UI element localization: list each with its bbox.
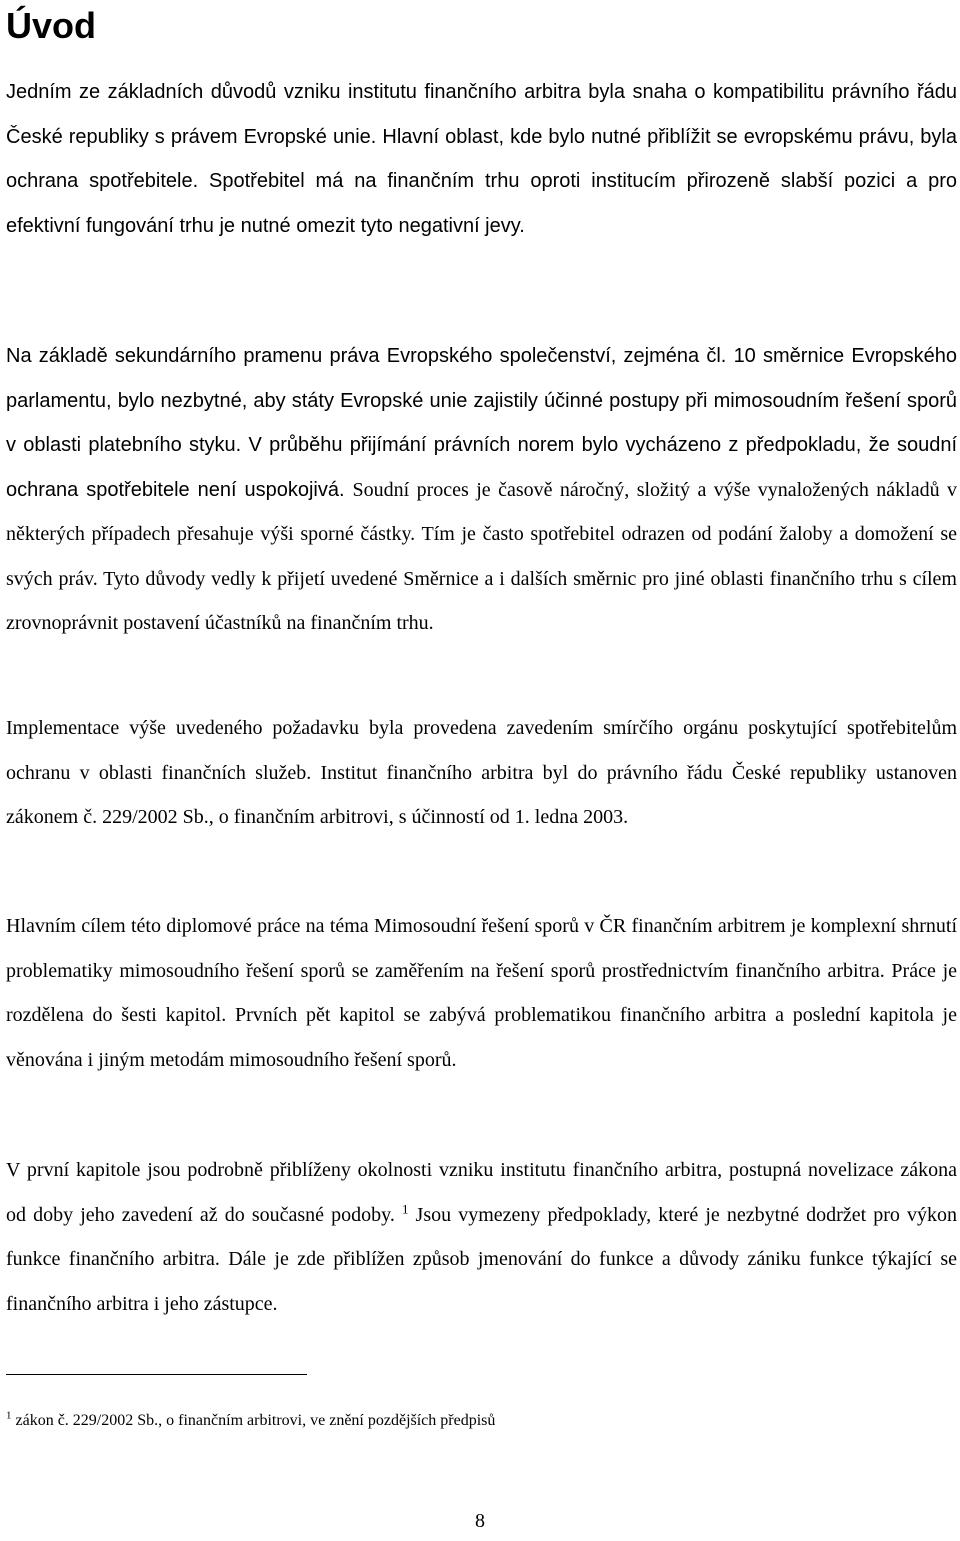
page-number: 8 (475, 1510, 485, 1532)
paragraph-1 (6, 70, 957, 248)
paragraph-2 (6, 334, 957, 646)
footnote-number: 1 (6, 1409, 12, 1422)
paragraph-1-part-2: Spotřebitel má na finančním trhu oproti institucím přirozeně slabší pozici a pro efektivní fungování trhu je nutné omezit tyto negativní jevy. (6, 170, 958, 237)
paragraph-5-text-after-reference: Jsou vymezeny předpoklady, které je nezbytné dodržet pro výkon funkce finančního arbitra. Dále je zde přiblížen způsob jmenování do funkce a důvody zániku funkce týkající se finančního arbitra i jeho zástupce. (6, 1203, 957, 1315)
paragraph-2-part-2: 10 směrnice Evropského parlamentu, bylo nezbytné, aby státy Evropské unie zajistily účinné postupy při mimosoudním řešení sporů v oblasti platebního styku. (6, 345, 957, 456)
paragraph-2-part-1: Na základě sekundárního pramenu práva Evropského společenství, zejména čl. (6, 345, 734, 367)
page-title: Úvod (6, 5, 96, 46)
footnote-reference[interactable]: 1 (401, 1200, 409, 1216)
paragraph-5 (6, 1148, 957, 1326)
paragraph-3: Implementace výše uvedeného požadavku byla provedena zavedením smírčího orgánu poskytující spotřebitelům ochranu v oblasti finančních služeb. Institut finančního arbitra byl do právního řádu České republiky ustanoven zákonem č. 229/2002 Sb., o finančním arbitrovi, s účinností od 1. ledna 2003. (6, 717, 957, 828)
footnote-separator (6, 1374, 307, 1375)
footnote (6, 1410, 495, 1432)
paragraph-2-part-3: V průběhu přijímání právních norem bylo vycházeno z předpokladu, že soudní ochrana spotřebitele není uspokojivá. (6, 434, 958, 501)
paragraph-2-part-4: Soudní proces je časově náročný, složitý a výše vynaložených nákladů v některých případech přesahuje výši sporné částky. Tím je často spotřebitel odrazen od podání žaloby a domožení se svých práv. Tyto důvody vedly k přijetí uvedené Směrnice a i dalších směrnic pro jiné oblasti finančního trhu s cílem zrovnoprávnit postavení účastníků na finančním trhu. (6, 478, 957, 634)
footnote-text: zákon č. 229/2002 Sb., o finančním arbitrovi, ve znění pozdějších předpisů (11, 1412, 496, 1429)
paragraph-4: Hlavním cílem této diplomové práce na téma Mimosoudní řešení sporů v ČR finančním arbitrem je komplexní shrnutí problematiky mimosoudního řešení sporů se zaměřením na řešení sporů prostřednictvím finančního arbitra. Práce je rozdělena do šesti kapitol. Prvních pět kapitol se zabývá problematikou finančního arbitra a poslední kapitola je věnována i jiným metodám mimosoudního řešení sporů. (6, 915, 957, 1071)
paragraph-1-part-1: Jedním ze základních důvodů vzniku institutu finančního arbitra byla snaha o kompatibilitu právního řádu České republiky s právem Evropské unie. Hlavní oblast, kde bylo nutné přiblížit se evropskému právu, byla ochrana spotřebitele. (6, 81, 957, 192)
paragraph-5-text-before-reference: V první kapitole jsou podrobně přiblíženy okolnosti vzniku institutu finančního arbitra, postupná novelizace zákona od doby jeho zavedení až do současné podoby. (6, 1159, 957, 1226)
